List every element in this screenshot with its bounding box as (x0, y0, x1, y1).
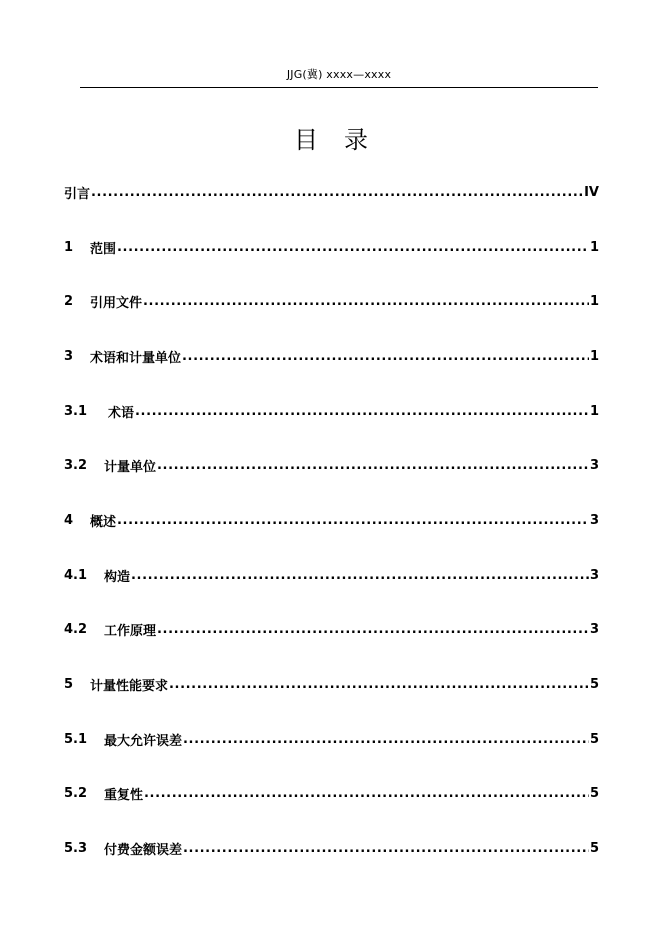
toc-dot-leader (169, 677, 589, 692)
toc-entry-page: 3 (589, 567, 599, 583)
toc-entry-page: 3 (589, 621, 599, 637)
toc-entry-number: 4.2 (64, 621, 88, 637)
toc-entry-label: 付费金额误差 (104, 842, 183, 858)
toc-entry-label: 构造 (104, 569, 131, 585)
toc-title: 目录 (294, 126, 394, 154)
toc-dot-leader (117, 513, 589, 528)
toc-entry-3[interactable] (64, 342, 599, 370)
toc-entry-5-2[interactable] (64, 779, 599, 807)
toc-entry-number: 3.1 (64, 403, 88, 419)
toc-entry-5-3[interactable] (64, 834, 599, 862)
toc-entry-label: 术语和计量单位 (90, 350, 182, 366)
toc-entry-number: 1 (64, 239, 74, 255)
toc-entry-page: 1 (589, 293, 599, 309)
toc-entry-number: 5.3 (64, 840, 88, 856)
page-header: JJG(冀) xxxx—xxxx (286, 68, 392, 81)
toc-dot-leader (91, 185, 583, 200)
toc-entry-label: 引言 (64, 186, 91, 202)
header-divider (80, 87, 598, 88)
toc-dot-leader (157, 458, 589, 473)
toc-entry-page: 3 (589, 512, 599, 528)
toc-dot-leader (143, 294, 589, 309)
toc-entry-5-1[interactable] (64, 725, 599, 753)
toc-entry-label: 范围 (90, 241, 117, 257)
toc-entry-number: 4 (64, 512, 74, 528)
toc-entry-label: 重复性 (104, 787, 144, 803)
toc-entry-number: 4.1 (64, 567, 88, 583)
toc-dot-leader (144, 786, 589, 801)
toc-entry-number: 2 (64, 293, 74, 309)
toc-entry-page: 5 (589, 731, 599, 747)
toc-dot-leader (135, 404, 589, 419)
toc-entry-number: 3 (64, 348, 74, 364)
toc-entry-label: 计量性能要求 (90, 678, 169, 694)
toc-entry-4[interactable] (64, 506, 599, 534)
toc-entry-4-1[interactable] (64, 561, 599, 589)
toc-dot-leader (182, 349, 589, 364)
toc-entry-1[interactable] (64, 233, 599, 261)
toc-entry-page: 3 (589, 457, 599, 473)
toc-entry-2[interactable] (64, 287, 599, 315)
toc-dot-leader (157, 622, 589, 637)
toc-entry-label: 概述 (90, 514, 117, 530)
toc-dot-leader (183, 841, 589, 856)
toc-entry-page: IV (584, 184, 599, 200)
toc-dot-leader (117, 240, 589, 255)
toc-entry-page: 5 (589, 785, 599, 801)
toc-entry-number: 3.2 (64, 457, 88, 473)
toc-entry-introduction[interactable] (64, 178, 599, 206)
toc-entry-4-2[interactable] (64, 615, 599, 643)
toc-entry-page: 1 (589, 348, 599, 364)
toc-entry-label: 术语 (108, 405, 135, 421)
toc-entry-page: 5 (589, 676, 599, 692)
toc-entry-page: 1 (589, 403, 599, 419)
toc-entry-label: 引用文件 (90, 295, 143, 311)
toc-entry-number: 5 (64, 676, 74, 692)
toc-entry-label: 工作原理 (104, 623, 157, 639)
toc-entry-3-1[interactable] (64, 397, 599, 425)
toc-dot-leader (183, 732, 589, 747)
toc-entry-number: 5.1 (64, 731, 88, 747)
toc-entry-page: 5 (589, 840, 599, 856)
toc-entry-label: 最大允许误差 (104, 733, 183, 749)
toc-entry-5[interactable] (64, 670, 599, 698)
toc-entry-label: 计量单位 (104, 459, 157, 475)
toc-dot-leader (131, 568, 589, 583)
toc-entry-3-2[interactable] (64, 451, 599, 479)
toc-entry-page: 1 (589, 239, 599, 255)
toc-entry-number: 5.2 (64, 785, 88, 801)
